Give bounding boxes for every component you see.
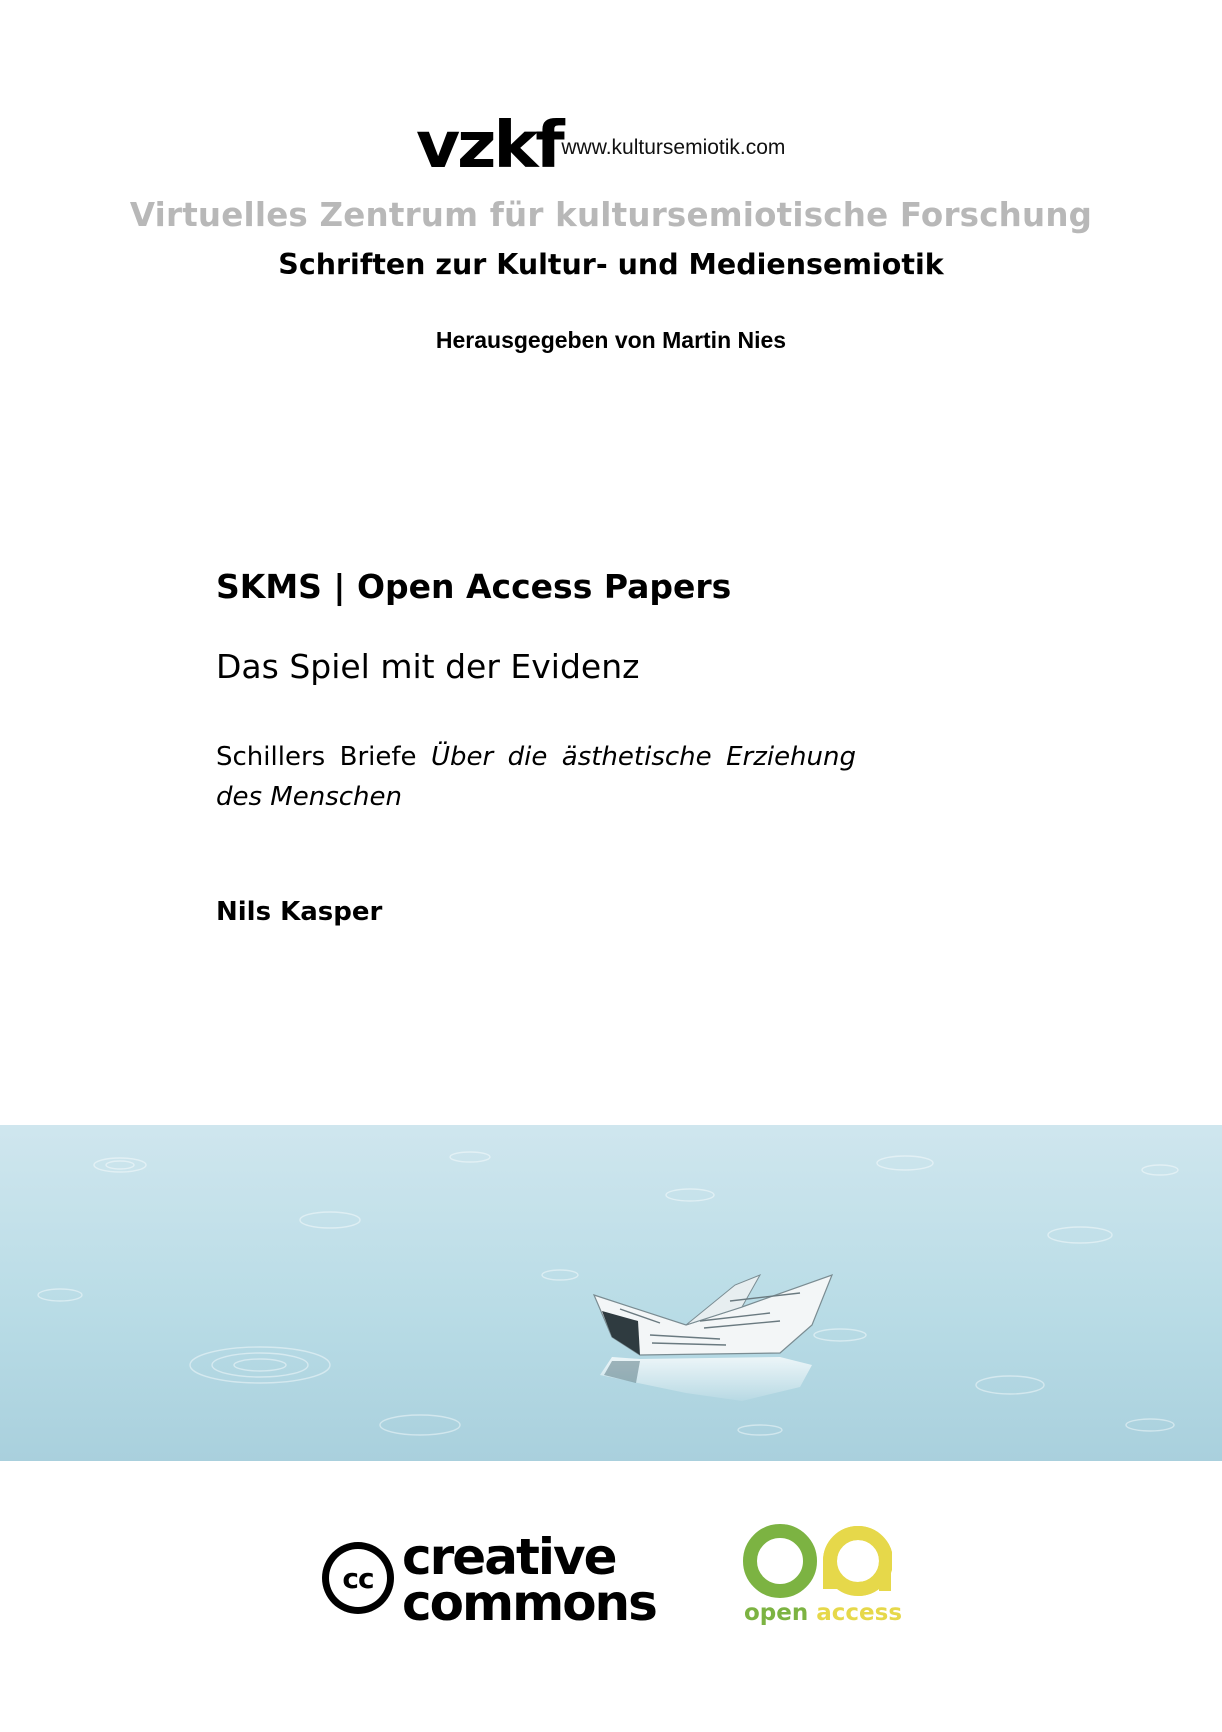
series-title: Schriften zur Kultur- und Mediensemiotik [278, 248, 944, 281]
publisher-url: www.kultursemiotik.com [561, 136, 786, 159]
cc-logo-word-commons: commons [402, 1574, 656, 1628]
oa-label-access: access [816, 1600, 903, 1626]
editor-line: Herausgegeben von Martin Nies [435, 327, 787, 353]
center-name: Virtuelles Zentrum für kultursemiotische Forschung [129, 196, 1093, 234]
vzkf-logo: vzkf [416, 109, 562, 183]
publisher-brand [416, 108, 786, 183]
creative-commons-logo [318, 1528, 708, 1628]
cc-badge-text: cc [342, 1562, 374, 1595]
subtitle-prefix: Schillers Briefe [216, 742, 417, 772]
oa-label-open: open [744, 1600, 809, 1626]
water-banner-image [0, 1125, 1222, 1461]
subtitle-italic: Über die ästhetische Erziehung des Menschen [216, 742, 857, 812]
creative-commons-icon [322, 1542, 394, 1614]
author-name: Nils Kasper [216, 897, 383, 927]
cc-logo-word-creative: creative [402, 1528, 616, 1586]
paper-title: Das Spiel mit der Evidenz [216, 647, 640, 686]
paper-subtitle [216, 737, 856, 817]
collection-title: SKMS | Open Access Papers [216, 567, 732, 606]
open-access-label [744, 1600, 902, 1626]
